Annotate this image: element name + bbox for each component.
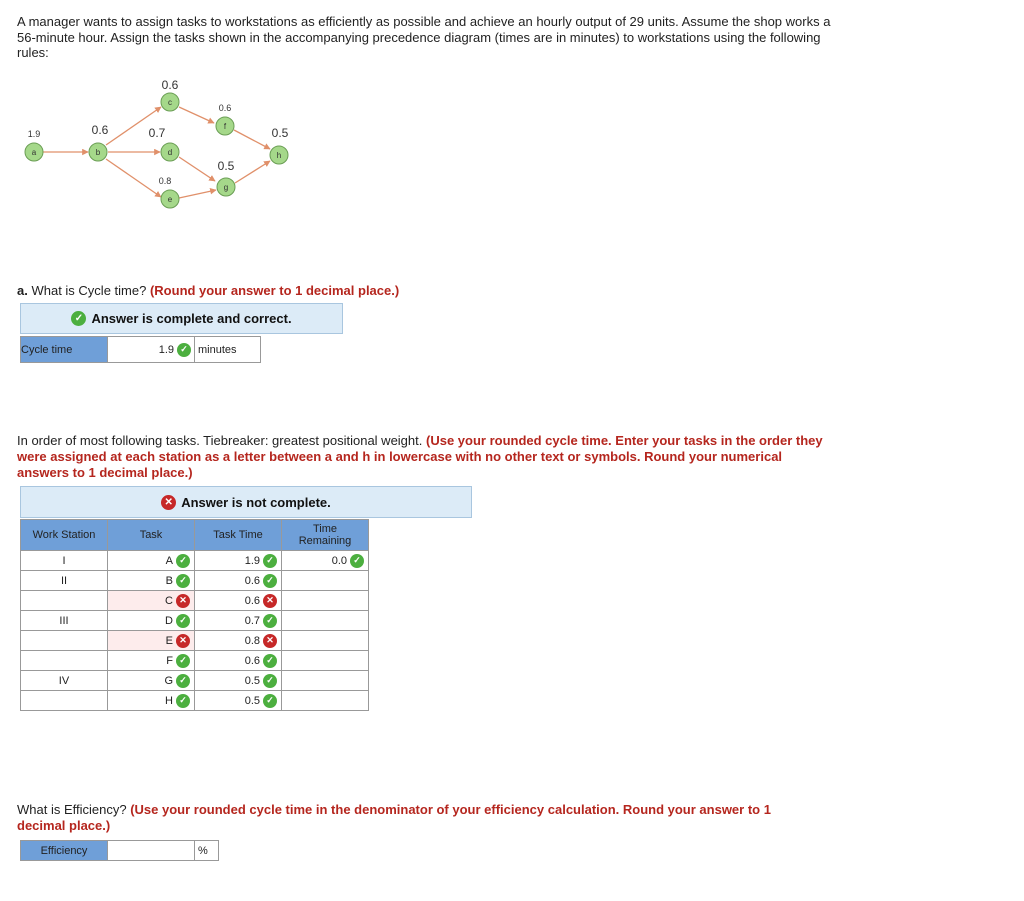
task-time-input[interactable]: 0.8 ✕ xyxy=(195,631,282,651)
table-row xyxy=(21,651,369,671)
node-time-f: 0.6 xyxy=(218,103,232,113)
station-cell: III xyxy=(21,611,108,631)
check-icon: ✓ xyxy=(176,654,190,668)
x-icon: ✕ xyxy=(263,594,277,608)
part-c-question: What is Efficiency? (Use your rounded cycle time in the denominator of your efficiency calculation. Round your answer to 1 decimal place.) xyxy=(17,802,771,833)
station-cell xyxy=(21,591,108,611)
node-time-c: 0.6 xyxy=(161,78,179,92)
node-label-h: h xyxy=(276,151,282,160)
workstation-table xyxy=(20,519,369,711)
task-time-input[interactable]: 0.5 ✓ xyxy=(195,671,282,691)
part-b-question: In order of most following tasks. Tiebreaker: greatest positional weight. (Use your rounded cycle time. Enter your tasks in the order they were assigned at each station as a letter between a and h in lowercase with no other text or symbols. Round your numerical answers to 1 decimal place.) xyxy=(17,433,823,480)
problem-intro: A manager wants to assign tasks to workstations as efficiently as possible and achieve an hourly output of 29 units. Assume the shop works a 56-minute hour. Assign the tasks shown in the accompanying precedence diagram (times are in minutes) to workstations using the following rules: xyxy=(17,14,831,60)
table-row xyxy=(21,631,369,651)
check-icon: ✓ xyxy=(263,554,277,568)
table-row xyxy=(21,571,369,591)
x-icon: ✕ xyxy=(176,634,190,648)
header-time-remaining: Time Remaining xyxy=(282,520,369,551)
task-input[interactable]: D ✓ xyxy=(108,611,195,631)
diagram-edges xyxy=(43,107,270,198)
task-input[interactable]: B ✓ xyxy=(108,571,195,591)
task-input[interactable]: E ✕ xyxy=(108,631,195,651)
edge-b-e xyxy=(106,159,161,197)
header-task-time: Task Time xyxy=(195,520,282,551)
table-header-row xyxy=(21,520,369,551)
node-label-g: g xyxy=(223,183,229,192)
edge-f-h xyxy=(234,130,270,149)
node-time-h: 0.5 xyxy=(271,126,289,140)
check-icon: ✓ xyxy=(350,554,364,568)
task-time-input[interactable]: 1.9 ✓ xyxy=(195,551,282,571)
node-time-b: 0.6 xyxy=(91,123,109,137)
edge-c-f xyxy=(179,107,214,123)
task-time-input[interactable]: 0.6 ✕ xyxy=(195,591,282,611)
header-work-station: Work Station xyxy=(21,520,108,551)
station-cell xyxy=(21,691,108,711)
edge-g-h xyxy=(235,161,270,183)
check-circle-icon: ✓ xyxy=(71,311,86,326)
time-remaining-input[interactable] xyxy=(282,631,369,651)
station-cell: II xyxy=(21,571,108,591)
time-remaining-input[interactable] xyxy=(282,651,369,671)
part-b-hint: (Use your rounded cycle time. Enter your tasks in the order they were assigned at each station as a letter between a and h in lowercase with no other text or symbols. Round your numerical answers to 1 decimal place.) xyxy=(17,433,823,480)
station-cell xyxy=(21,631,108,651)
task-input[interactable]: F ✓ xyxy=(108,651,195,671)
task-time-input[interactable]: 0.5 ✓ xyxy=(195,691,282,711)
cycle-time-input[interactable]: 1.9 ✓ xyxy=(107,336,195,363)
check-icon: ✓ xyxy=(263,614,277,628)
cycle-time-question: What is Cycle time? xyxy=(31,283,147,298)
edge-d-g xyxy=(179,157,215,181)
table-row xyxy=(21,691,369,711)
node-label-f: f xyxy=(223,122,227,131)
node-time-a: 1.9 xyxy=(27,129,41,139)
edge-e-g xyxy=(179,190,216,198)
station-cell xyxy=(21,651,108,671)
check-icon: ✓ xyxy=(176,694,190,708)
efficiency-unit: % xyxy=(194,840,219,861)
cycle-time-label: Cycle time xyxy=(20,336,108,363)
station-cell: I xyxy=(21,551,108,571)
part-c-hint: (Use your rounded cycle time in the denominator of your efficiency calculation. Round your answer to 1 decimal place.) xyxy=(17,802,771,833)
node-time-e: 0.8 xyxy=(158,176,172,186)
x-icon: ✕ xyxy=(263,634,277,648)
x-circle-icon: ✕ xyxy=(161,495,176,510)
node-label-b: b xyxy=(95,148,101,157)
task-time-input[interactable]: 0.6 ✓ xyxy=(195,651,282,671)
task-time-input[interactable]: 0.7 ✓ xyxy=(195,611,282,631)
check-icon: ✓ xyxy=(263,694,277,708)
answer-banner-correct: ✓ Answer is complete and correct. xyxy=(20,303,343,334)
x-icon: ✕ xyxy=(176,594,190,608)
precedence-diagram xyxy=(10,75,310,215)
part-a-question: a. What is Cycle time? (Round your answer to 1 decimal place.) xyxy=(17,283,400,298)
table-row xyxy=(21,611,369,631)
task-input[interactable]: A ✓ xyxy=(108,551,195,571)
node-label-a: a xyxy=(31,148,37,157)
task-input[interactable]: G ✓ xyxy=(108,671,195,691)
node-label-c: c xyxy=(168,98,172,107)
check-icon: ✓ xyxy=(177,343,191,357)
check-icon: ✓ xyxy=(176,674,190,688)
task-input[interactable]: C ✕ xyxy=(108,591,195,611)
cycle-time-unit: minutes xyxy=(194,336,261,363)
cycle-time-hint: (Round your answer to 1 decimal place.) xyxy=(149,283,400,298)
table-row xyxy=(21,671,369,691)
table-row xyxy=(21,591,369,611)
check-icon: ✓ xyxy=(176,554,190,568)
time-remaining-input[interactable] xyxy=(282,671,369,691)
time-remaining-input[interactable] xyxy=(282,571,369,591)
task-time-input[interactable]: 0.6 ✓ xyxy=(195,571,282,591)
node-time-g: 0.5 xyxy=(217,159,235,173)
node-label-d: d xyxy=(167,148,173,157)
efficiency-label: Efficiency xyxy=(20,840,108,861)
time-remaining-input[interactable]: 0.0 ✓ xyxy=(282,551,369,571)
node-time-d: 0.7 xyxy=(148,126,166,140)
node-label-e: e xyxy=(167,195,173,204)
answer-banner-incomplete: ✕ Answer is not complete. xyxy=(20,486,472,518)
time-remaining-input[interactable] xyxy=(282,691,369,711)
header-task: Task xyxy=(108,520,195,551)
check-icon: ✓ xyxy=(176,574,190,588)
time-remaining-input[interactable] xyxy=(282,611,369,631)
efficiency-input[interactable] xyxy=(107,840,195,861)
check-icon: ✓ xyxy=(263,674,277,688)
check-icon: ✓ xyxy=(176,614,190,628)
check-icon: ✓ xyxy=(263,574,277,588)
station-cell: IV xyxy=(21,671,108,691)
task-input[interactable]: H ✓ xyxy=(108,691,195,711)
check-icon: ✓ xyxy=(263,654,277,668)
time-remaining-input[interactable] xyxy=(282,591,369,611)
table-row xyxy=(21,551,369,571)
